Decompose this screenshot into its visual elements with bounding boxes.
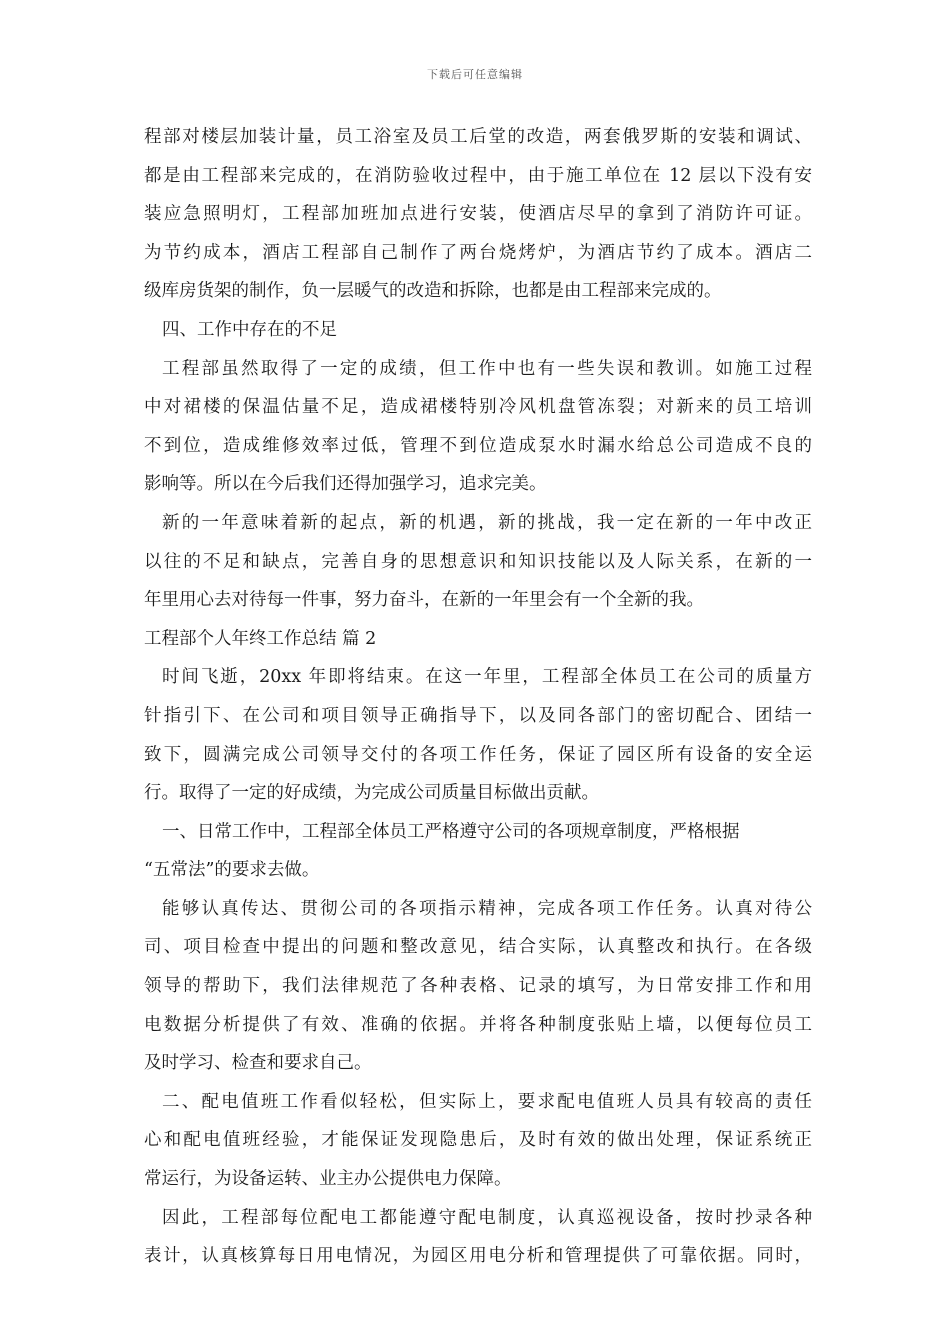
- text-line: 四、工作中存在的不足: [162, 319, 337, 340]
- text-line: 以往的不足和缺点，完善自身的思想意识和知识技能以及人际关系，在新的一: [144, 551, 812, 572]
- text-line: 为节约成本，酒店工程部自己制作了两台烧烤炉，为酒店节约了成本。酒店二: [144, 242, 812, 263]
- text-line: 程部对楼层加装计量，员工浴室及员工后堂的改造，两套俄罗斯的安装和调试、: [144, 127, 812, 147]
- text-line: 行。取得了一定的好成绩，为完成公司质量目标做出贡献。: [144, 783, 599, 804]
- text-line: 时间飞逝，20xx 年即将结束。在这一年里，工程部全体员工在公司的质量方: [162, 667, 812, 688]
- text-line: 级库房货架的制作，负一层暖气的改造和拆除，也都是由工程部来完成的。: [144, 281, 722, 302]
- text-line: 都是由工程部来完成的，在消防验收过程中，由于施工单位在 12 层以下没有安: [144, 165, 812, 186]
- text-line: 因此，工程部每位配电工都能遵守配电制度，认真巡视设备，按时抄录各种: [162, 1207, 812, 1228]
- page-header: 下载后可任意编辑: [427, 68, 523, 81]
- text-line: 新的一年意味着新的起点，新的机遇，新的挑战，我一定在新的一年中改正: [162, 512, 812, 533]
- text-line: 影响等。所以在今后我们还得加强学习，追求完美。: [144, 474, 547, 495]
- text-line: 二、配电值班工作看似轻松，但实际上，要求配电值班人员具有较高的责任: [162, 1091, 812, 1112]
- text-line: 及时学习、检查和要求自己。: [144, 1053, 372, 1074]
- text-line: 致下，圆满完成公司领导交付的各项工作任务，保证了园区所有设备的安全运: [144, 744, 812, 765]
- text-line: 不到位，造成维修效率过低，管理不到位造成泵水时漏水给总公司造成不良的: [144, 435, 812, 456]
- text-line: 针指引下、在公司和项目领导正确指导下，以及同各部门的密切配合、团结一: [144, 705, 812, 726]
- text-line: 领导的帮助下，我们法律规范了各种表格、记录的填写，为日常安排工作和用: [144, 976, 812, 997]
- text-line: 年里用心去对待每一件事，努力奋斗，在新的一年里会有一个全新的我。: [144, 590, 704, 611]
- text-line: 工程部个人年终工作总结 篇 2: [144, 628, 377, 649]
- text-line: 表计，认真核算每日用电情况，为园区用电分析和管理提供了可靠依据。同时，: [144, 1246, 812, 1267]
- text-line: “五常法”的要求去做。: [144, 860, 320, 881]
- text-line: 工程部虽然取得了一定的成绩，但工作中也有一些失误和教训。如施工过程: [162, 358, 812, 379]
- text-line: 装应急照明灯，工程部加班加点进行安装，使酒店尽早的拿到了消防许可证。: [144, 204, 812, 225]
- text-line: 一、日常工作中，工程部全体员工严格遵守公司的各项规章制度，严格根据: [162, 821, 740, 842]
- text-line: 电数据分析提供了有效、准确的依据。并将各种制度张贴上墙，以便每位员工: [144, 1014, 812, 1035]
- text-line: 中对裙楼的保温估量不足，造成裙楼特别冷风机盘管冻裂；对新来的员工培训: [144, 397, 812, 418]
- text-line: 司、项目检查中提出的问题和整改意见，结合实际，认真整改和执行。在各级: [144, 937, 812, 958]
- document-body: [144, 118, 812, 1276]
- text-line: 心和配电值班经验，才能保证发现隐患后，及时有效的做出处理，保证系统正: [144, 1130, 812, 1151]
- text-line: 能够认真传达、贯彻公司的各项指示精神，完成各项工作任务。认真对待公: [162, 898, 812, 919]
- text-line: 常运行，为设备运转、业主办公提供电力保障。: [144, 1169, 512, 1190]
